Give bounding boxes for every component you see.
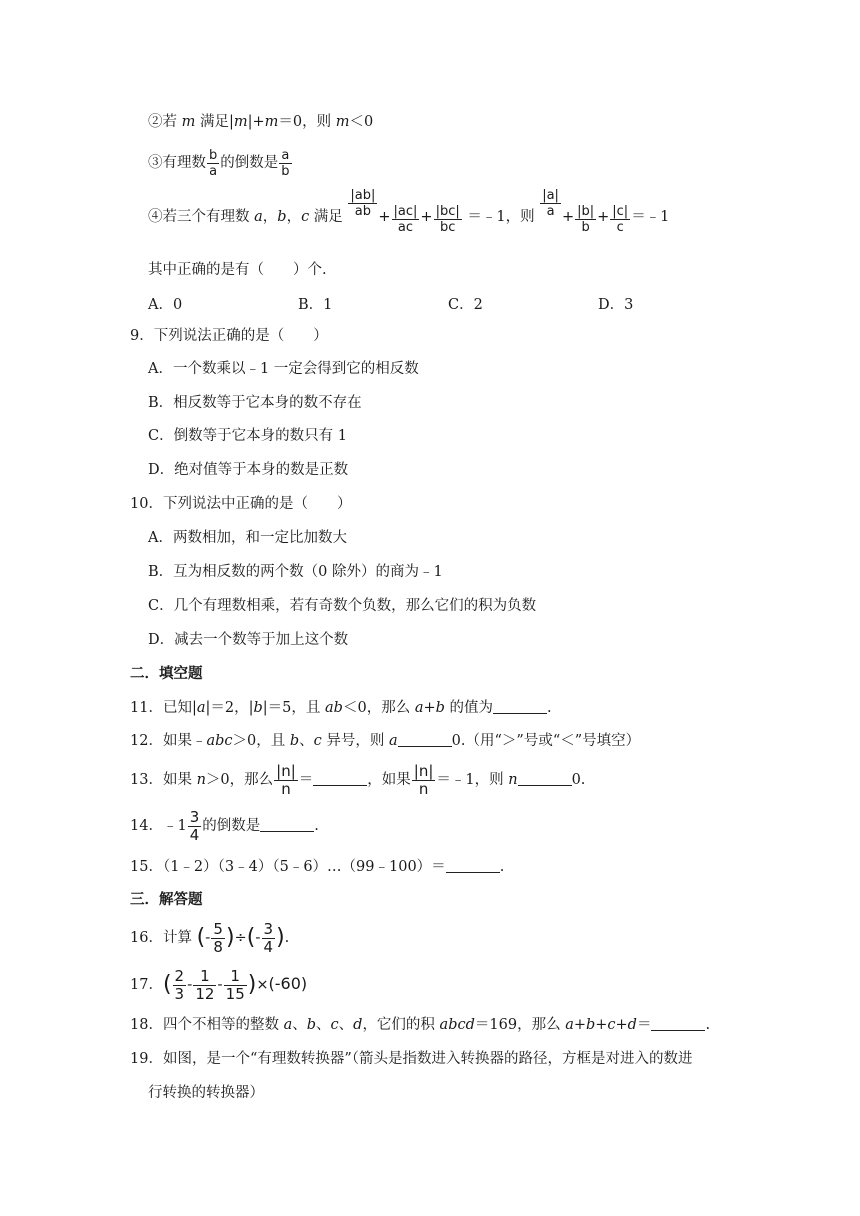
q10-option-c: C．几个有理数相乘，若有奇数个负数，那么它们的积为负数: [148, 598, 537, 614]
q10-option-a: A．两数相加，和一定比加数大: [148, 530, 347, 546]
q8-option-c: C．2: [448, 297, 483, 313]
q8-statement-2: ②若 m 满足|m|+m＝0，则 m＜0: [148, 114, 374, 130]
q10-option-b: B．互为相反数的两个数（0 除外）的商为﹣1: [148, 564, 443, 580]
q9-option-a: A．一个数乘以﹣1 一定会得到它的相反数: [148, 361, 419, 377]
fraction-three-quarters: $\frac{3}{4}$: [189, 807, 200, 844]
fraction-b: $\frac{|b|}{b}$: [577, 204, 595, 235]
q8-stem: 其中正确的是有（ ）个.: [148, 262, 327, 278]
fraction-two-thirds: $\frac{2}{3}$: [174, 966, 185, 1003]
answer-blank: [398, 732, 452, 747]
q15: 15．（1﹣2）（3﹣4）（5﹣6）…（99﹣100）＝ .: [130, 859, 505, 875]
q14: 14．﹣1 $\frac{3}{4}$ 的倒数是 .: [130, 807, 319, 844]
answer-blank: [493, 699, 547, 714]
fraction-ab: $\frac{|ab|}{ab}$: [350, 188, 376, 219]
q10-stem: 10．下列说法中正确的是（ ）: [130, 496, 352, 512]
q19-line-1: 19．如图，是一个“有理数转换器”（箭头是指数进入转换器的路径，方框是对进入的数进: [130, 1051, 693, 1067]
q9-stem: 9．下列说法正确的是（ ）: [130, 328, 328, 344]
section-heading-fill-in: 二．填空题: [130, 665, 203, 682]
fraction-abs-n: $\frac{|n|}{n}$: [413, 761, 434, 798]
fraction: $\frac{b}{a}$: [209, 147, 218, 179]
q8-statement-3: ③有理数 $\frac{b}{a}$ 的倒数是 $\frac{a}{b}$: [148, 147, 290, 179]
q17: 17．( $\frac{2}{3}$ - $\frac{1}{12}$ - $\frac{1}{15}$ )×(-60): [130, 966, 308, 1003]
answer-blank: [260, 817, 314, 832]
answer-blank: [651, 1016, 705, 1031]
answer-blank: [446, 858, 500, 873]
q12: 12．如果﹣abc＞0，且 b、c 异号，则 a 0.（用“＞”号或“＜”号填空）: [130, 733, 641, 749]
q9-option-b: B．相反数等于它本身的数不存在: [148, 395, 362, 411]
fraction-abs-n: $\frac{|n|}{n}$: [276, 761, 296, 798]
q8-option-d: D．3: [598, 297, 634, 313]
section-heading-solve: 三．解答题: [130, 891, 203, 908]
fraction-three-quarters: $\frac{3}{4}$: [263, 919, 274, 956]
q13: 13．如果 n＞0，那么 $\frac{|n|}{n}$ ＝ ，如果 $\frac{|n|}{n}$ ＝﹣1，则 n 0.: [130, 761, 586, 798]
q9-option-d: D．绝对值等于本身的数是正数: [148, 462, 349, 478]
answer-blank: [518, 771, 572, 786]
q8-statement-4: ④若三个有理数 a，b，c 满足 $\frac{|ab|}{ab}$ + $\frac{|ac|}{ac}$ + $\frac{|bc|}{bc}$ ＝﹣1，则 $\frac{|a|}{a}$ + $\frac{|b|}{b}$ + $\frac{|c|}{c}$ ＝﹣1: [148, 188, 670, 235]
q11: 11．已知|a|＝2，|b|＝5，且 ab＜0，那么 a+b 的值为 .: [130, 700, 552, 716]
answer-blank: [313, 771, 367, 786]
fraction-one-twelfth: $\frac{1}{12}$: [195, 966, 215, 1003]
q8-option-b: B．1: [298, 297, 333, 313]
q10-option-d: D．减去一个数等于加上这个数: [148, 632, 349, 648]
fraction-bc: $\frac{|bc|}{bc}$: [435, 204, 460, 235]
q19-line-2: 行转换的转换器）: [148, 1085, 264, 1101]
fraction-a: $\frac{|a|}{a}$: [542, 188, 559, 219]
fraction-c: $\frac{|c|}{c}$: [612, 204, 629, 235]
q9-option-c: C．倒数等于它本身的数只有 1: [148, 428, 347, 444]
q8-option-a: A．0: [148, 297, 183, 313]
fraction-five-eighths: $\frac{5}{8}$: [213, 919, 223, 956]
q18: 18．四个不相等的整数 a、b、c、d，它们的积 abcd＝169，那么 a+b+c+d＝ .: [130, 1017, 711, 1033]
fraction: $\frac{a}{b}$: [281, 147, 290, 179]
fraction-ac: $\frac{|ac|}{ac}$: [393, 204, 418, 235]
q16: 16．计算 (- $\frac{5}{8}$ )÷(- $\frac{3}{4}$ ).: [130, 919, 290, 956]
fraction-one-fifteenth: $\frac{1}{15}$: [225, 966, 245, 1003]
